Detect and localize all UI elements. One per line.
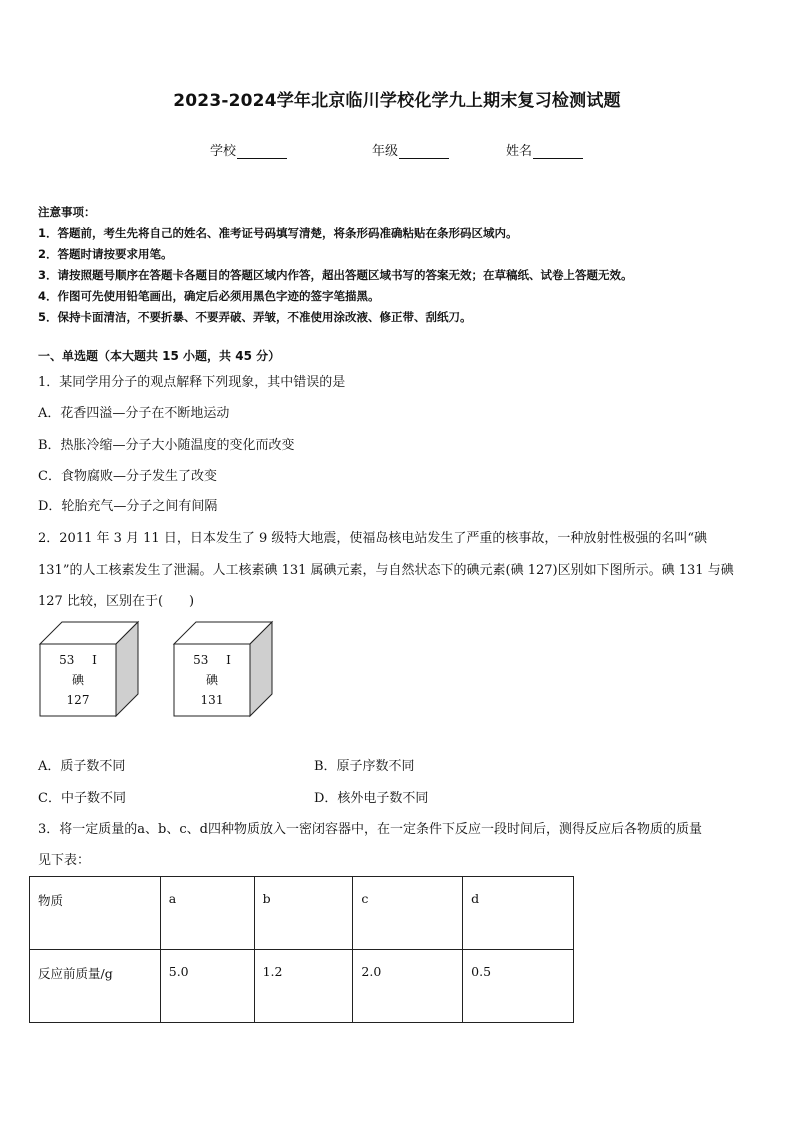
table-cell: d <box>463 877 574 950</box>
table-cell: a <box>160 877 254 950</box>
table-cell: 反应前质量/g <box>30 950 161 1023</box>
iodine-131-cube <box>172 620 276 724</box>
q1-option-b[interactable]: B．热胀冷缩—分子大小随温度的变化而改变 <box>38 438 295 453</box>
notice-item: 4．作图可先使用铅笔画出，确定后必须用黑色字迹的签字笔描黑。 <box>38 289 380 303</box>
name-field <box>506 140 583 159</box>
grade-label: 年级 <box>372 144 399 159</box>
q2-option-c[interactable]: C．中子数不同 <box>38 791 126 806</box>
q2-option-a[interactable]: A．质子数不同 <box>38 759 126 774</box>
q1-option-c[interactable]: C．食物腐败—分子发生了改变 <box>38 469 217 484</box>
table-cell: c <box>353 877 463 950</box>
atomic-number: 53 <box>59 653 75 667</box>
name-blank[interactable] <box>533 144 583 159</box>
grade-blank[interactable] <box>399 144 449 159</box>
mass-table <box>29 876 574 1023</box>
table-cell: 1.2 <box>254 950 353 1023</box>
q1-option-d[interactable]: D．轮胎充气—分子之间有间隔 <box>38 499 218 514</box>
student-info-row <box>0 140 794 160</box>
q3-stem-line: 3．将一定质量的a、b、c、d四种物质放入一密闭容器中，在一定条件下反应一段时间后，测得反应后各物质的质量 <box>38 822 702 837</box>
table-header-row <box>30 877 574 950</box>
element-name: 碘 <box>71 673 84 687</box>
mass-number: 127 <box>66 693 90 707</box>
q2-option-d[interactable]: D．核外电子数不同 <box>314 791 429 806</box>
notice-block <box>38 202 768 328</box>
q2-stem-line: 2．2011 年 3 月 11 日，日本发生了 9 级特大地震，使福岛核电站发生了严重的核事故，一种放射性极强的名叫“碘 <box>38 531 708 546</box>
mass-number: 131 <box>200 693 224 707</box>
q3-stem-line: 见下表： <box>38 853 91 868</box>
q2-stem-line: 127 比较，区别在于( ) <box>38 594 195 609</box>
table-cell: b <box>254 877 353 950</box>
notice-item: 2．答题时请按要求用笔。 <box>38 247 173 261</box>
school-field <box>210 140 287 159</box>
notice-item: 1．答题前，考生先将自己的姓名、准考证号码填写清楚，将条形码准确粘贴在条形码区域内。 <box>38 226 518 240</box>
table-cell: 5.0 <box>160 950 254 1023</box>
q2-option-b[interactable]: B．原子序数不同 <box>314 759 415 774</box>
section-heading: 一、单选题（本大题共 15 小题，共 45 分） <box>38 349 281 363</box>
table-row <box>30 950 574 1023</box>
notice-heading: 注意事项： <box>38 205 96 219</box>
q1-stem: 1．某同学用分子的观点解释下列现象，其中错误的是 <box>38 375 346 390</box>
page-title: 2023-2024学年北京临川学校化学九上期末复习检测试题 <box>173 91 621 111</box>
name-label: 姓名 <box>506 144 533 159</box>
element-name: 碘 <box>205 673 218 687</box>
cube-top-line <box>40 650 116 670</box>
q1-option-a[interactable]: A．花香四溢—分子在不断地运动 <box>38 406 230 421</box>
q2-stem-line: 131”的人工核素发生了泄漏。人工核素碘 131 属碘元素，与自然状态下的碘元素(碘 127)区别如下图所示。碘 131 与碘 <box>38 563 734 578</box>
school-blank[interactable] <box>237 144 287 159</box>
table-cell: 物质 <box>30 877 161 950</box>
school-label: 学校 <box>210 144 237 159</box>
cube-top-line <box>174 650 250 670</box>
notice-item: 3．请按照题号顺序在答题卡各题目的答题区域内作答，超出答题区域书写的答案无效；在草稿纸、试卷上答题无效。 <box>38 268 633 282</box>
table-cell: 0.5 <box>463 950 574 1023</box>
element-symbol: I <box>92 653 97 667</box>
element-symbol: I <box>226 653 231 667</box>
grade-field <box>372 140 449 159</box>
atomic-number: 53 <box>193 653 209 667</box>
table-cell: 2.0 <box>353 950 463 1023</box>
notice-item: 5．保持卡面清洁，不要折暴、不要弄破、弄皱，不准使用涂改液、修正带、刮纸刀。 <box>38 310 472 324</box>
iodine-127-cube <box>38 620 142 724</box>
